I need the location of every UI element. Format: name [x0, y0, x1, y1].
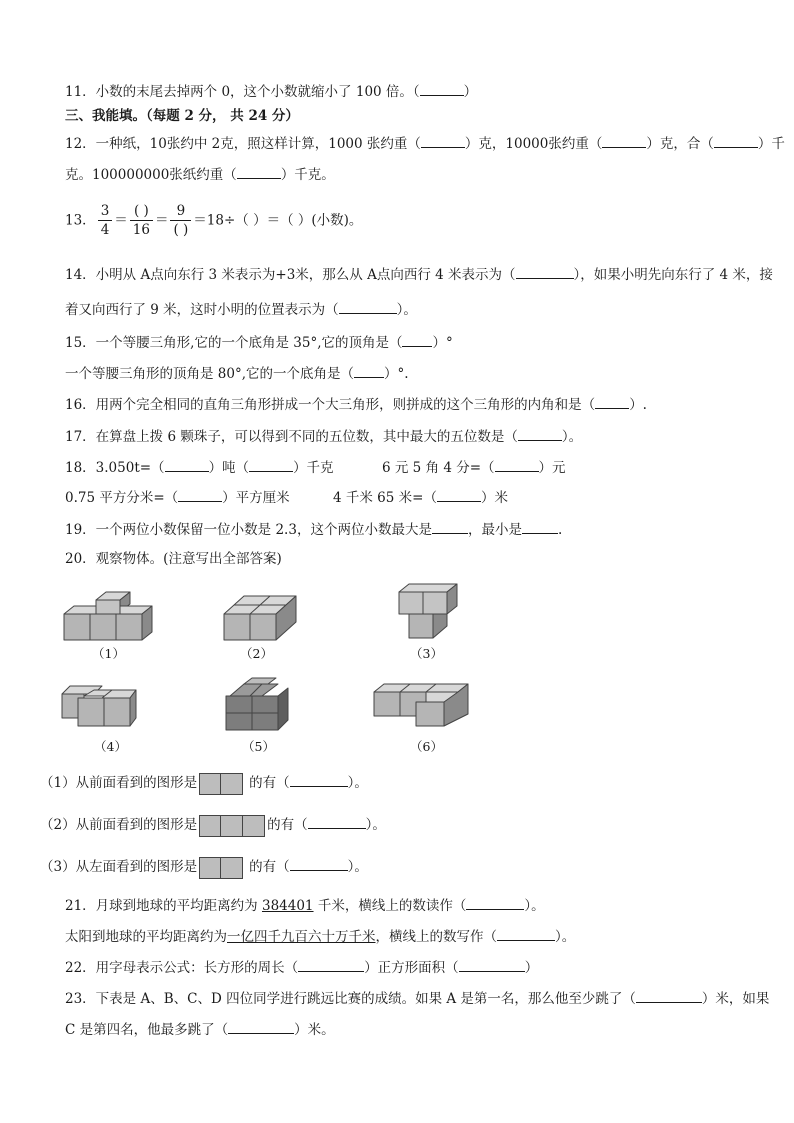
figure-label-5: （5）: [242, 739, 275, 754]
answer-blank[interactable]: [516, 265, 574, 279]
underlined-number: 384401: [261, 898, 314, 914]
question-15-line-2: 一个等腰三角形的顶角是 80°,它的一个底角是（ ）°.: [65, 366, 409, 382]
cube-figure-6: [370, 680, 474, 730]
fraction-blank-16: $\frac{( )}{16}$: [130, 202, 153, 239]
figure-label-3: （3）: [410, 646, 443, 661]
question-15-line-1: 15．一个等腰三角形,它的一个底角是 35°,它的顶角是（ ）°: [65, 335, 453, 351]
answer-blank[interactable]: [290, 773, 348, 787]
cube-figure-3: [395, 580, 465, 646]
answer-blank[interactable]: [298, 958, 364, 972]
question-21-line-1: 21．月球到地球的平均距离约为 384401 千米，横线上的数读作（ ）。: [65, 898, 545, 914]
cube-figure-4: [58, 680, 138, 730]
underlined-number: 一亿四千九百六十万千米: [227, 929, 376, 945]
question-18-d: 4 千米 65 米=（ ）米: [333, 490, 508, 506]
question-12-line-1: 12．一种纸，10张约中 2克，照这样计算，1000 张约重（ ）克，10000张约重（ ）克，合（ ）千: [65, 136, 785, 152]
answer-blank[interactable]: [522, 520, 558, 534]
answer-blank[interactable]: [308, 815, 366, 829]
answer-blank[interactable]: [432, 520, 468, 534]
cube-figure-5: [222, 676, 292, 736]
question-20-sub-1: （1）从前面看到的图形是 的有（ ）。: [40, 771, 368, 795]
answer-blank[interactable]: [354, 364, 384, 378]
answer-blank[interactable]: [466, 896, 524, 910]
question-19: 19．一个两位小数保留一位小数是 2.3，这个两位小数最大是 ，最小是 .: [65, 522, 563, 538]
answer-blank[interactable]: [402, 333, 432, 347]
answer-blank[interactable]: [290, 857, 348, 871]
answer-blank[interactable]: [249, 458, 293, 472]
answer-blank[interactable]: [495, 458, 539, 472]
answer-blank[interactable]: [595, 395, 629, 409]
answer-blank[interactable]: [237, 165, 281, 179]
question-20-sub-2: （2）从前面看到的图形是 的有（ ）。: [40, 813, 386, 837]
three-square-shape: [199, 815, 265, 837]
question-23-line-2: C 是第四名，他最多跳了（ ）米。: [65, 1022, 335, 1038]
answer-blank[interactable]: [339, 300, 397, 314]
question-14-line-1: 14．小明从 A点向东行 3 米表示为+3米，那么从 A点向西行 4 米表示为（ ），如果小明先向东行了 4 米，接: [65, 267, 773, 283]
question-20-sub-3: （3）从左面看到的图形是 的有（ ）。: [40, 855, 368, 879]
answer-blank[interactable]: [518, 427, 562, 441]
answer-blank[interactable]: [497, 927, 555, 941]
fraction-9-blank: $\frac{9}{( )}$: [170, 202, 191, 239]
question-17: 17．在算盘上拨 6 颗珠子，可以得到不同的五位数，其中最大的五位数是（ ）。: [65, 429, 583, 445]
answer-blank[interactable]: [178, 488, 222, 502]
two-square-shape: [199, 773, 243, 795]
answer-blank[interactable]: [714, 134, 758, 148]
answer-blank[interactable]: [165, 458, 209, 472]
question-14-line-2: 着又向西行了 9 米，这时小明的位置表示为（ ）。: [65, 302, 417, 318]
question-16: 16．用两个完全相同的直角三角形拼成一个大三角形，则拼成的这个三角形的内角和是（ ）.: [65, 397, 647, 413]
answer-blank[interactable]: [421, 134, 465, 148]
answer-blank[interactable]: [459, 958, 525, 972]
question-12-line-2: 克。100000000张纸约重（ ）千克。: [65, 167, 335, 183]
answer-blank[interactable]: [602, 134, 646, 148]
fraction-3-4: $\frac{3}{4}$: [98, 202, 113, 239]
answer-blank[interactable]: [420, 82, 464, 96]
answer-blank[interactable]: [636, 989, 702, 1003]
answer-blank[interactable]: [228, 1020, 294, 1034]
question-13: 13． $\frac{3}{4}$ ＝ $\frac{( )}{16}$ ＝ $\frac{9}{( )}$ ＝18÷（ ）＝（ ）(小数)。: [65, 203, 363, 238]
figure-label-1: （1）: [92, 646, 125, 661]
two-square-shape: [199, 857, 243, 879]
question-18-b: 6 元 5 角 4 分=（ ）元: [382, 460, 566, 476]
answer-blank[interactable]: [437, 488, 481, 502]
question-23-line-1: 23．下表是 A、B、C、D 四位同学进行跳远比赛的成绩。如果 A 是第一名，那么他至少跳了（ ）米，如果: [65, 991, 770, 1007]
question-11: 11．小数的末尾去掉两个 0，这个小数就缩小了 100 倍。（ ）: [65, 84, 478, 100]
cube-figure-2: [222, 590, 302, 646]
figure-label-6: （6）: [410, 739, 443, 754]
figure-label-4: （4）: [94, 739, 127, 754]
figure-label-2: （2）: [240, 646, 273, 661]
question-18-c: 0.75 平方分米=（ ）平方厘米: [65, 490, 290, 506]
question-21-line-2: 太阳到地球的平均距离约为一亿四千九百六十万千米，横线上的数写作（ ）。: [65, 929, 576, 945]
question-18-a: 18．3.050t=（ ）吨（ ）千克: [65, 460, 334, 476]
section-title: 三、我能填。（每题 2 分， 共 24 分）: [65, 108, 299, 124]
cube-figure-1: [62, 590, 158, 646]
question-22: 22．用字母表示公式：长方形的周长（ ）正方形面积（ ）: [65, 960, 539, 976]
question-20-title: 20．观察物体。(注意写出全部答案): [65, 551, 282, 567]
